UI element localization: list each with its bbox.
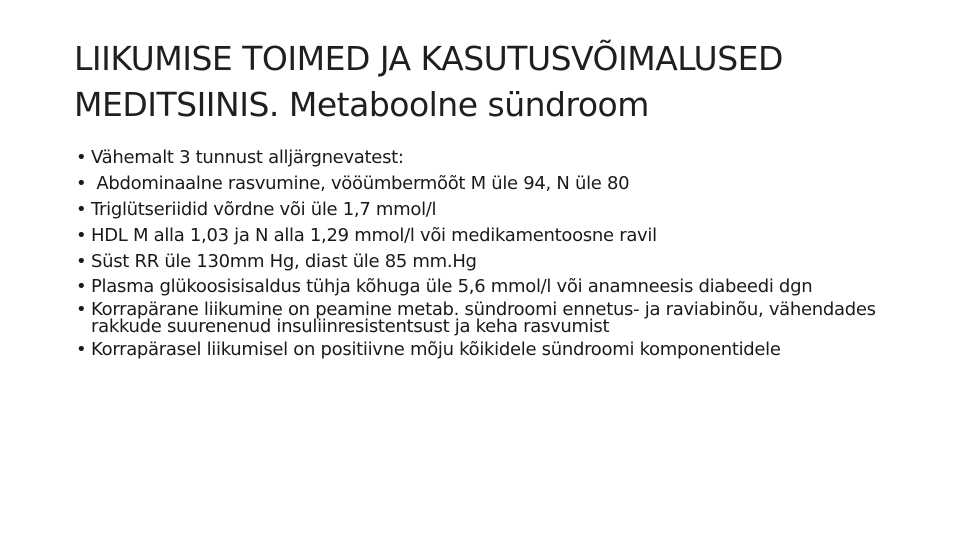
bullet-text: Korrapärasel liikumisel on positiivne mõju kõikidele sündroomi komponentidele	[91, 339, 781, 360]
slide-title	[74, 36, 934, 128]
bullet-text: Korrapärane liikumine on peamine metab. sündroomi ennetus- ja raviabinõu, vähendades rakkude suurenenud insuliinresistentsust ja keha rasvumist	[91, 299, 876, 337]
bullet-text: Abdominaalne rasvumine, vööümbermõõt M üle 94, N üle 80	[91, 173, 630, 194]
bullet-item	[76, 148, 876, 168]
bullet-item	[76, 252, 876, 272]
bullet-text: Plasma glükoosisisaldus tühja kõhuga üle 5,6 mmol/l või anamneesis diabeedi dgn	[91, 276, 813, 297]
bullet-item	[76, 226, 876, 246]
bullet-item	[76, 174, 876, 194]
bullet-text: HDL M alla 1,03 ja N alla 1,29 mmol/l või medikamentoosne ravil	[91, 225, 657, 246]
slide-title-line-2: MEDITSIINIS. Metaboolne sündroom	[74, 85, 649, 124]
bullet-icon: •	[76, 251, 87, 272]
bullet-item	[76, 200, 876, 220]
bullet-icon: •	[76, 147, 87, 168]
bullet-text: Vähemalt 3 tunnust alljärgnevatest:	[91, 147, 404, 168]
bullet-icon: •	[76, 276, 87, 297]
bullet-icon: •	[76, 199, 87, 220]
bullet-icon: •	[76, 299, 87, 320]
bullet-icon: •	[76, 339, 87, 360]
bullet-list	[76, 148, 876, 364]
bullet-text: Süst RR üle 130mm Hg, diast üle 85 mm.Hg	[91, 251, 477, 272]
slide-title-line-1: LIIKUMISE TOIMED JA KASUTUSVÕIMALUSED	[74, 39, 783, 78]
bullet-text: Triglütseriidid võrdne või üle 1,7 mmol/l	[91, 199, 437, 220]
bullet-item	[76, 278, 876, 295]
bullet-icon: •	[76, 173, 87, 194]
bullet-icon: •	[76, 225, 87, 246]
bullet-item	[76, 301, 876, 335]
bullet-item	[76, 341, 876, 358]
